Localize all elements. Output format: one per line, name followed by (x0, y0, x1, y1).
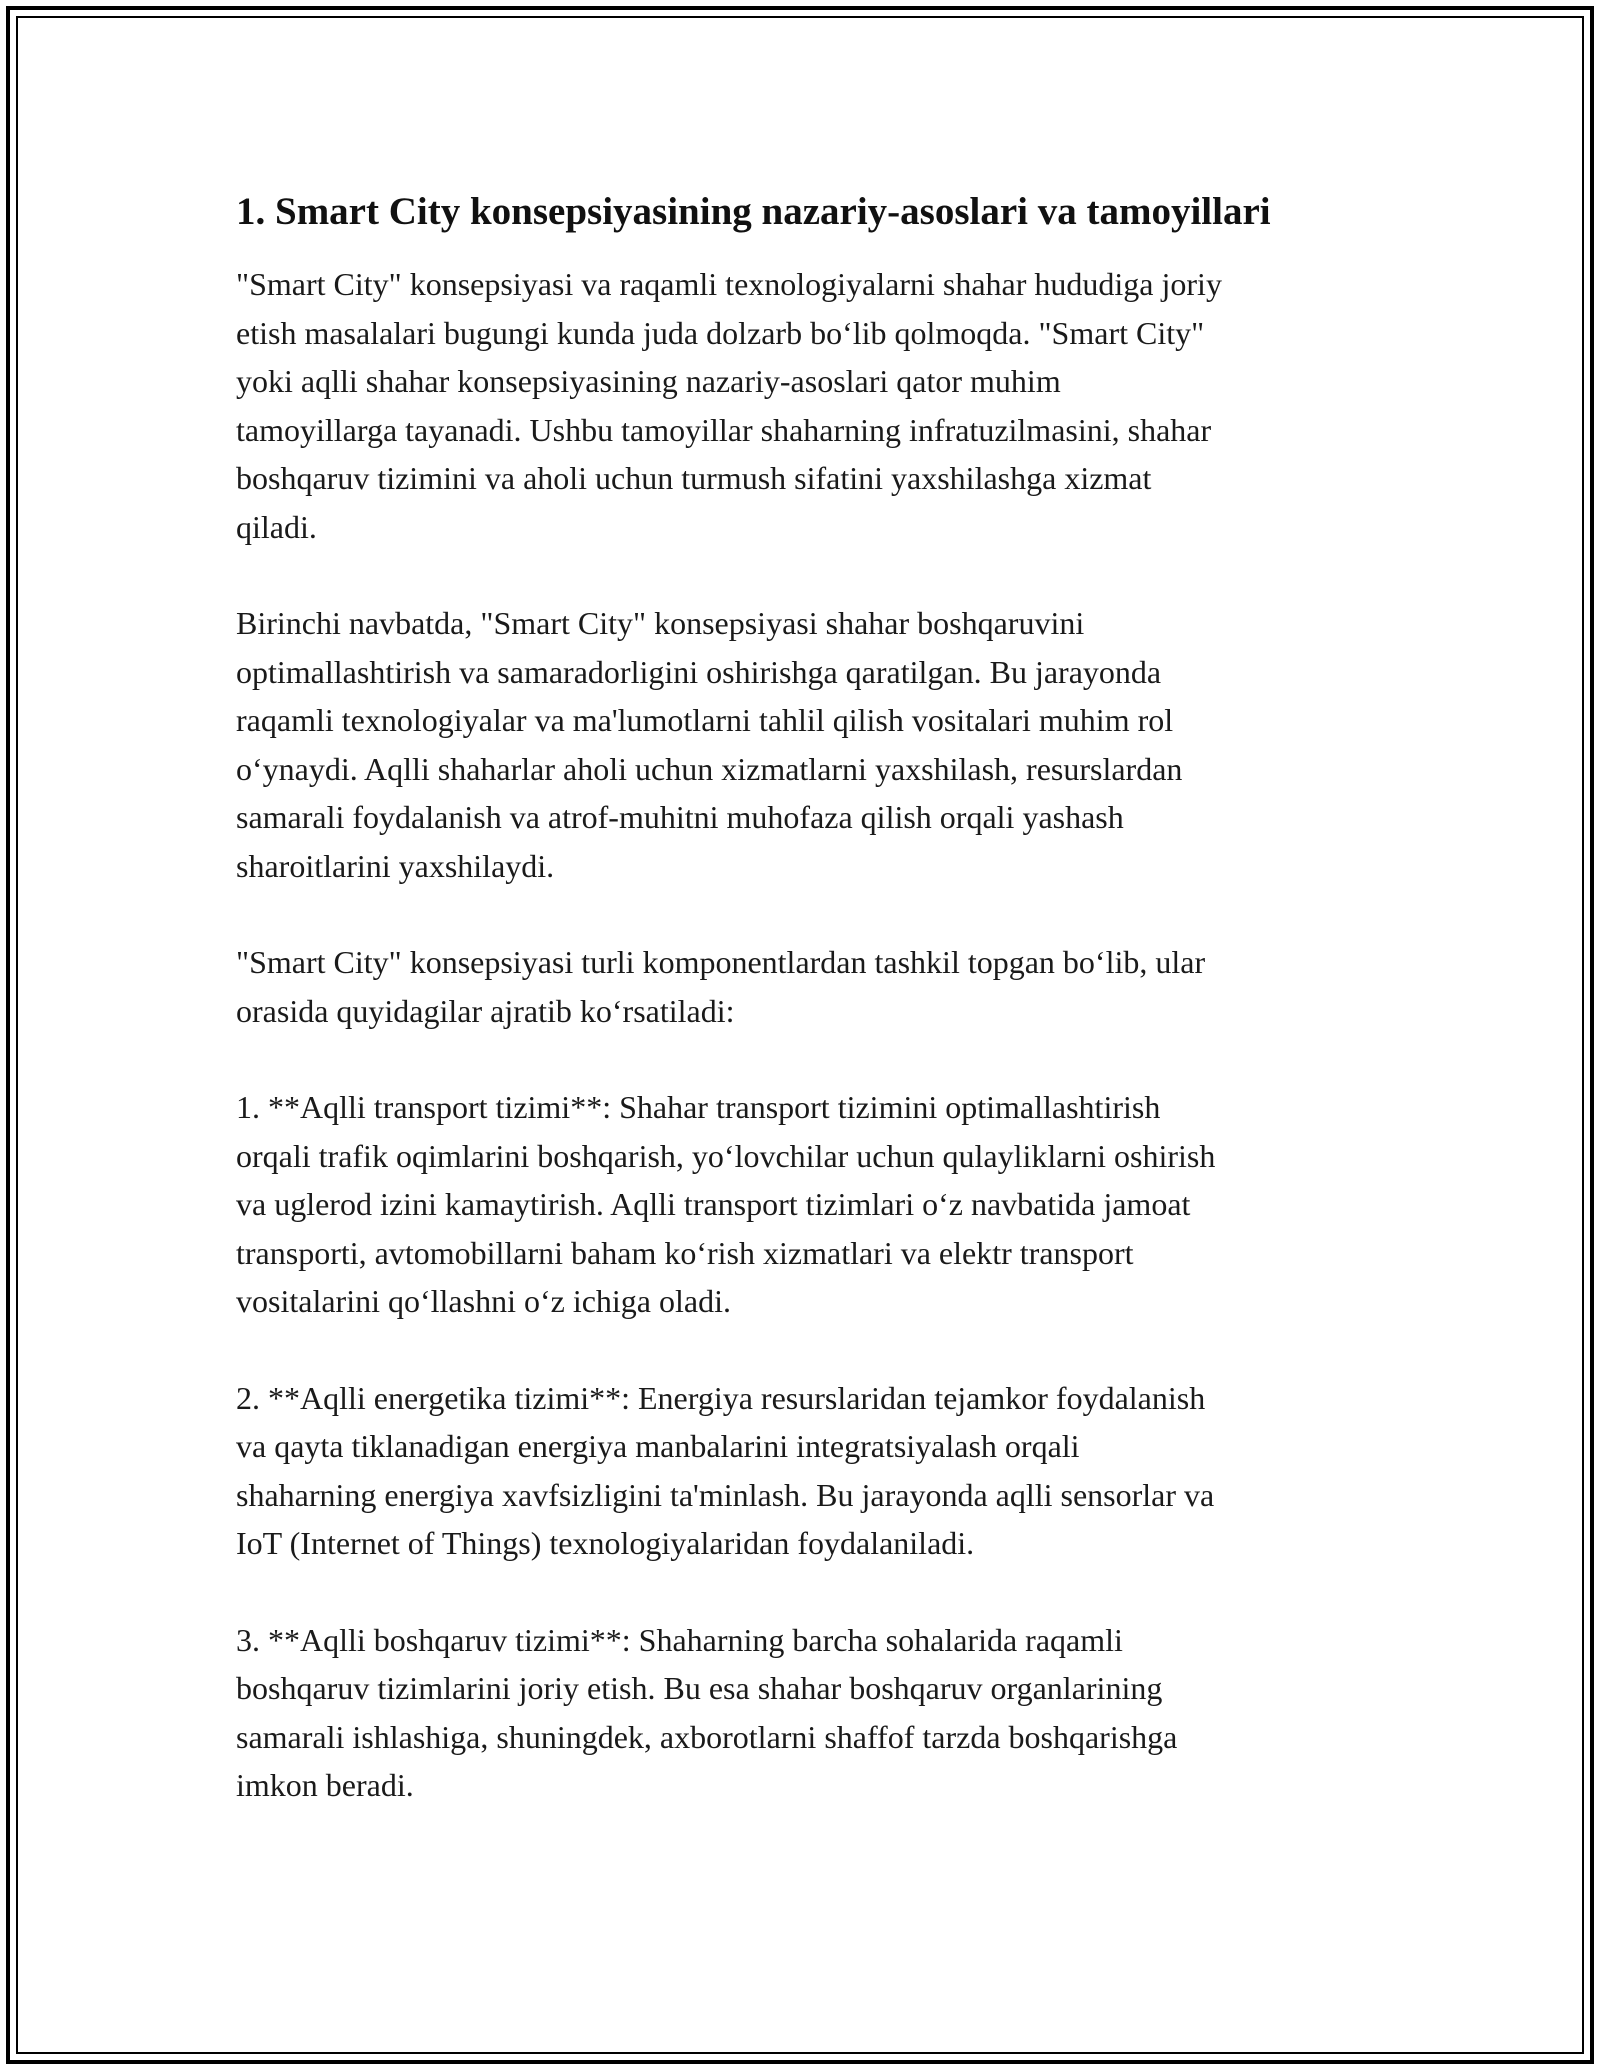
paragraph-components: "Smart City" konsepsiyasi turli komponentlardan tashkil topgan bo‘lib, ular orasida quyidagilar ajratib ko‘rsatiladi: (236, 944, 1206, 1029)
paragraph-intro: "Smart City" konsepsiyasi va raqamli texnologiyalarni shahar hududiga joriy etish masalalari bugungi kunda juda dolzarb bo‘lib qolmoqda. "Smart City" yoki aqlli shahar konsepsiyasining nazariy-asoslari qator muhim tamoyillarga tayanadi. Ushbu tamoyillar shaharning infratuzilmasini, shahar boshqaruv tizimini va aholi uchun turmush sifatini yaxshilashga xizmat qiladi. (236, 266, 1222, 545)
document-body (236, 186, 1386, 1858)
list-item-energy: 2. **Aqlli energetika tizimi**: Energiya resurslaridan tejamkor foydalanish va qayta tiklanadigan energiya manbalarini integratsiyalash orqali shaharning energiya xavfsizligini ta'minlash. Bu jarayonda aqlli sensorlar va IoT (Internet of Things) texnologiyalaridan foydalaniladi. (236, 1379, 1215, 1561)
list-item-transport: 1. **Aqlli transport tizimi**: Shahar transport tizimini optimallashtirish orqali trafik oqimlarini boshqarish, yo‘lovchilar uchun qulayliklarni oshirish va uglerod izini kamaytirish. Aqlli transport tizimlari o‘z navbatida jamoat transporti, avtomobillarni baham ko‘rish xizmatlari va elektr transport vositalarini qo‘llashni o‘z ichiga oladi. (236, 1089, 1216, 1319)
paragraph-management: Birinchi navbatda, "Smart City" konsepsiyasi shahar boshqaruvini optimallashtirish va samaradorligini oshirishga qaratilgan. Bu jarayonda raqamli texnologiyalar va ma'lumotlarni tahlil qilish vositalari muhim rol o‘ynaydi. Aqlli shaharlar aholi uchun xizmatlarni yaxshilash, resurslardan samarali foydalanish va atrof-muhitni muhofaza qilish orqali yashash sharoitlarini yaxshilaydi. (236, 605, 1183, 884)
list-item-governance: 3. **Aqlli boshqaruv tizimi**: Shaharning barcha sohalarida raqamli boshqaruv tizimlarini joriy etish. Bu esa shahar boshqaruv organlarining samarali ishlashiga, shuningdek, axborotlarni shaffof tarzda boshqarishga imkon beradi. (236, 1621, 1178, 1803)
section-heading: 1. Smart City konsepsiyasining nazariy-asoslari va tamoyillari (236, 190, 1271, 233)
